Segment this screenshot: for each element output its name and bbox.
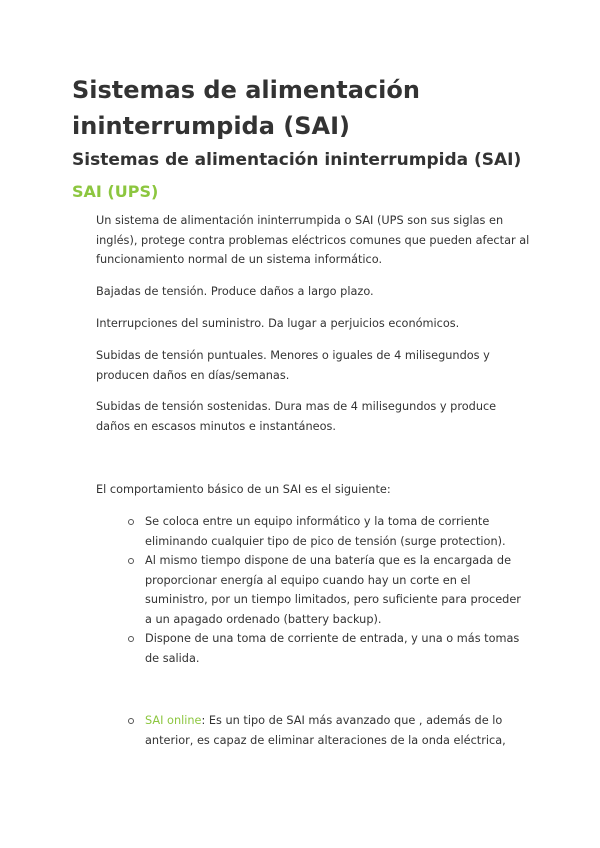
paragraph-bajadas xyxy=(96,282,532,302)
paragraph: Bajadas de tensión. Produce daños a largo plazo. xyxy=(96,285,374,298)
list-item xyxy=(128,629,528,668)
paragraph-subidas-sostenidas xyxy=(96,397,532,436)
paragraph-behavior-intro xyxy=(96,480,532,500)
paragraph-subidas-puntuales xyxy=(96,346,532,385)
section-heading: SAI (UPS) xyxy=(72,182,159,201)
list-item-text: Al mismo tiempo dispone de una batería que es la encargada de proporcionar energía al equipo cuando hay un corte en el suministro, por un tiempo limitados, pero suficiente para proceder a un apagado ordenado (battery backup). xyxy=(145,554,521,626)
paragraph: Subidas de tensión sostenidas. Dura mas de 4 milisegundos y produce daños en escasos minutos e instantáneos. xyxy=(96,400,497,433)
list-item-text: Dispone de una toma de corriente de entrada, y una o más tomas de salida. xyxy=(145,632,520,665)
sai-online-link[interactable]: SAI online xyxy=(145,714,202,727)
paragraph-intro xyxy=(96,211,532,270)
document-title: Sistemas de alimentación ininterrumpida (SAI) xyxy=(72,76,420,140)
list-item xyxy=(128,551,528,629)
list-item xyxy=(128,711,528,750)
sai-types-list xyxy=(128,711,528,750)
paragraph-interrupciones xyxy=(96,314,532,334)
hollow-bullet-icon xyxy=(128,718,134,724)
behavior-list xyxy=(128,512,528,668)
list-item-text: : Es un tipo de SAI más avanzado que , además de lo anterior, es capaz de eliminar alteraciones de la onda eléctrica, xyxy=(145,714,506,747)
paragraph: El comportamiento básico de un SAI es el siguiente: xyxy=(96,483,391,496)
hollow-bullet-icon xyxy=(128,636,134,642)
list-item xyxy=(128,512,528,551)
paragraph: Interrupciones del suministro. Da lugar a perjuicios económicos. xyxy=(96,317,460,330)
document-subtitle: Sistemas de alimentación ininterrumpida (SAI) xyxy=(72,150,522,170)
paragraph: Un sistema de alimentación ininterrumpida o SAI (UPS son sus siglas en inglés), protege contra problemas eléctricos comunes que pueden afectar al funcionamiento normal de un sistema informático. xyxy=(96,214,530,266)
paragraph: Subidas de tensión puntuales. Menores o iguales de 4 milisegundos y producen daños en días/semanas. xyxy=(96,349,490,382)
hollow-bullet-icon xyxy=(128,558,134,564)
list-item-text: Se coloca entre un equipo informático y la toma de corriente eliminando cualquier tipo de pico de tensión (surge protection). xyxy=(145,515,506,548)
hollow-bullet-icon xyxy=(128,519,134,525)
